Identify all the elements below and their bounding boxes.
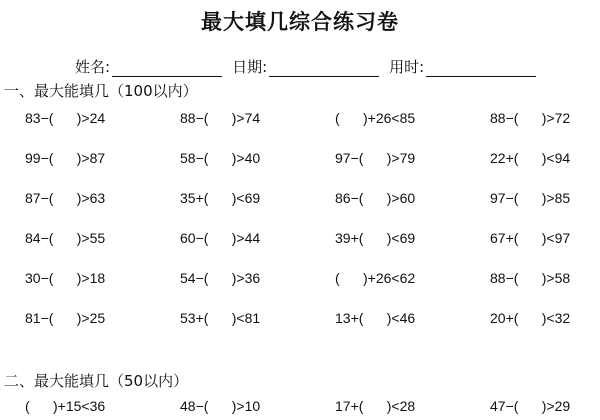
- problem-row: [0, 270, 600, 290]
- problem-item[interactable]: 60−( )>44: [180, 230, 261, 246]
- problem-item[interactable]: 86−( )>60: [335, 190, 416, 206]
- problem-item[interactable]: 20+( )<32: [490, 310, 571, 326]
- problem-row: [0, 310, 600, 330]
- problem-item[interactable]: 22+( )<94: [490, 150, 571, 166]
- name-label: 姓名:: [75, 58, 111, 76]
- section-1-heading: 一、最大能填几（100以内）: [4, 82, 198, 100]
- problem-row: [0, 150, 600, 170]
- section-2-heading: 二、最大能填几（50以内）: [4, 372, 189, 390]
- problem-item[interactable]: ( )+26<85: [335, 110, 416, 126]
- problem-item[interactable]: 81−( )>25: [25, 310, 106, 326]
- problem-item[interactable]: 47−( )>29: [490, 398, 571, 414]
- problem-item[interactable]: 48−( )>10: [180, 398, 261, 414]
- problem-item[interactable]: 88−( )>58: [490, 270, 571, 286]
- problem-item[interactable]: ( )+15<36: [25, 398, 106, 414]
- date-blank[interactable]: [269, 61, 379, 77]
- problem-item[interactable]: 87−( )>63: [25, 190, 106, 206]
- problem-item[interactable]: 58−( )>40: [180, 150, 261, 166]
- problem-item[interactable]: 97−( )>85: [490, 190, 571, 206]
- problem-item[interactable]: ( )+26<62: [335, 270, 416, 286]
- problem-item[interactable]: 53+( )<81: [180, 310, 261, 326]
- problem-item[interactable]: 67+( )<97: [490, 230, 571, 246]
- problem-row: [0, 110, 600, 130]
- problem-item[interactable]: 39+( )<69: [335, 230, 416, 246]
- problem-item[interactable]: 13+( )<46: [335, 310, 416, 326]
- name-blank[interactable]: [112, 61, 222, 77]
- time-label: 用时:: [389, 58, 425, 76]
- problem-item[interactable]: 54−( )>36: [180, 270, 261, 286]
- problem-item[interactable]: 88−( )>74: [180, 110, 261, 126]
- problem-item[interactable]: 99−( )>87: [25, 150, 106, 166]
- problem-row: [0, 230, 600, 250]
- problem-row: [0, 190, 600, 210]
- problem-item[interactable]: 30−( )>18: [25, 270, 106, 286]
- problem-item[interactable]: 83−( )>24: [25, 110, 106, 126]
- problem-item[interactable]: 17+( )<28: [335, 398, 416, 414]
- student-info-line: [75, 56, 536, 77]
- problem-item[interactable]: 97−( )>79: [335, 150, 416, 166]
- problem-item[interactable]: 35+( )<69: [180, 190, 261, 206]
- page-title: 最大填几综合练习卷: [201, 10, 399, 34]
- time-blank[interactable]: [426, 61, 536, 77]
- problem-row: [0, 398, 600, 418]
- problem-item[interactable]: 84−( )>55: [25, 230, 106, 246]
- problem-item[interactable]: 88−( )>72: [490, 110, 571, 126]
- date-label: 日期:: [232, 58, 268, 76]
